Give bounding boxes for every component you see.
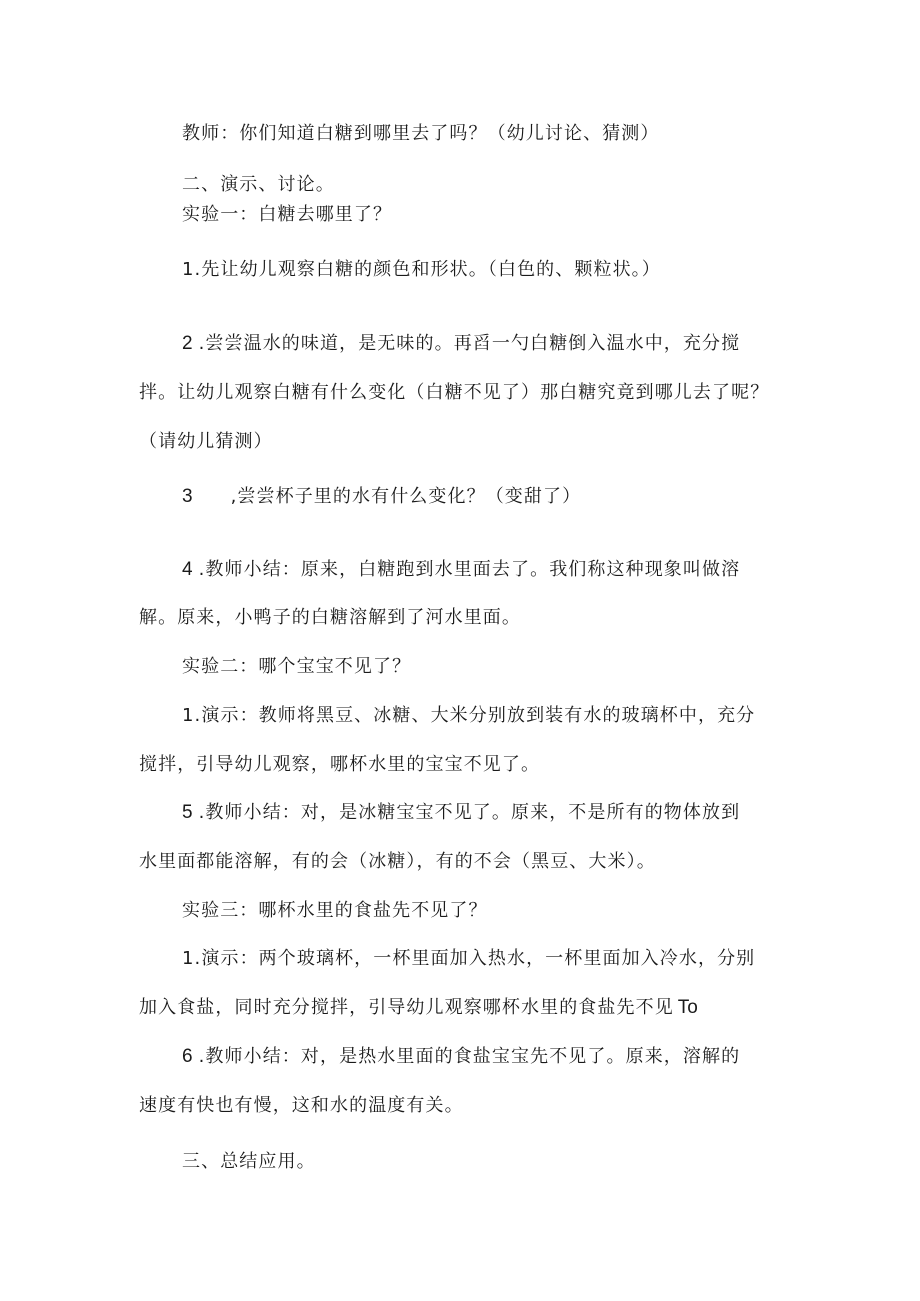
trailing-text: To — [677, 997, 698, 1018]
exp2-step-1-line-2 — [139, 753, 540, 777]
text: 拌。让幼儿观察白糖有什么变化（白糖不见了）那白糖究竟到哪儿去了呢？ — [139, 382, 770, 403]
exp2-step-1-line-1 — [182, 704, 755, 728]
text: .教师小结：原来，白糖跑到水里面去了。我们称这种现象叫做溶 — [198, 559, 741, 580]
text: 教师：你们知道白糖到哪里去了吗？（幼儿讨论、猜测） — [182, 123, 660, 144]
text: 三、总结应用。 — [182, 1151, 316, 1172]
step-number: 5 — [182, 802, 193, 823]
experiment-1-title — [182, 203, 392, 227]
section-heading-2 — [182, 173, 335, 197]
step-5-line-1 — [182, 801, 740, 825]
text: 1.先让幼儿观察白糖的颜色和形状。（白色的、颗粒状。） — [182, 259, 661, 280]
step-2-line-3 — [139, 430, 273, 454]
exp3-step-1-line-1 — [182, 947, 755, 971]
paragraph-teacher-question — [182, 122, 660, 146]
experiment-3-title — [182, 899, 488, 923]
step-number: 6 — [182, 1046, 193, 1067]
step-2-line-2 — [139, 381, 769, 405]
step-4-line-2 — [139, 606, 521, 630]
exp3-step-1-line-2 — [139, 996, 698, 1020]
text: 1.演示：两个玻璃杯，一杯里面加入热水，一杯里面加入冷水，分别 — [182, 948, 756, 969]
text: 二、演示、讨论。 — [182, 174, 335, 195]
step-2-line-1 — [182, 332, 740, 356]
text: .尝尝温水的味道，是无味的。再舀一勺白糖倒入温水中，充分搅 — [198, 333, 741, 354]
text: 加入食盐，同时充分搅拌，引导幼儿观察哪杯水里的食盐先不见 — [139, 997, 674, 1018]
step-number: 2 — [182, 333, 193, 354]
text: .教师小结：对，是热水里面的食盐宝宝先不见了。原来，溶解的 — [198, 1046, 741, 1067]
text: 实验一：白糖去哪里了？ — [182, 204, 393, 225]
step-1-observe — [182, 258, 661, 282]
experiment-2-title — [182, 655, 411, 679]
text: .教师小结：对，是冰糖宝宝不见了。原来，不是所有的物体放到 — [198, 802, 741, 823]
text: 速度有快也有慢，这和水的温度有关。 — [139, 1095, 464, 1116]
step-5-line-2 — [139, 850, 656, 874]
step-6-line-2 — [139, 1094, 464, 1118]
step-number: 4 — [182, 559, 193, 580]
step-number: 3 — [182, 486, 193, 507]
step-4-line-1 — [182, 558, 740, 582]
text: 水里面都能溶解，有的会（冰糖），有的不会（黑豆、大米）。 — [139, 851, 656, 872]
text: 实验三：哪杯水里的食盐先不见了？ — [182, 900, 488, 921]
section-heading-3 — [182, 1150, 316, 1174]
text: 搅拌，引导幼儿观察，哪杯水里的宝宝不见了。 — [139, 754, 541, 775]
text: （请幼儿猜测） — [139, 431, 273, 452]
step-6-line-1 — [182, 1045, 740, 1069]
text: 实验二：哪个宝宝不见了？ — [182, 656, 412, 677]
text: 解。原来，小鸭子的白糖溶解到了河水里面。 — [139, 607, 521, 628]
text: 1.演示：教师将黑豆、冰糖、大米分别放到装有水的玻璃杯中，充分 — [182, 705, 756, 726]
text: ,尝尝杯子里的水有什么变化？（变甜了） — [230, 486, 582, 507]
step-3 — [182, 485, 581, 509]
